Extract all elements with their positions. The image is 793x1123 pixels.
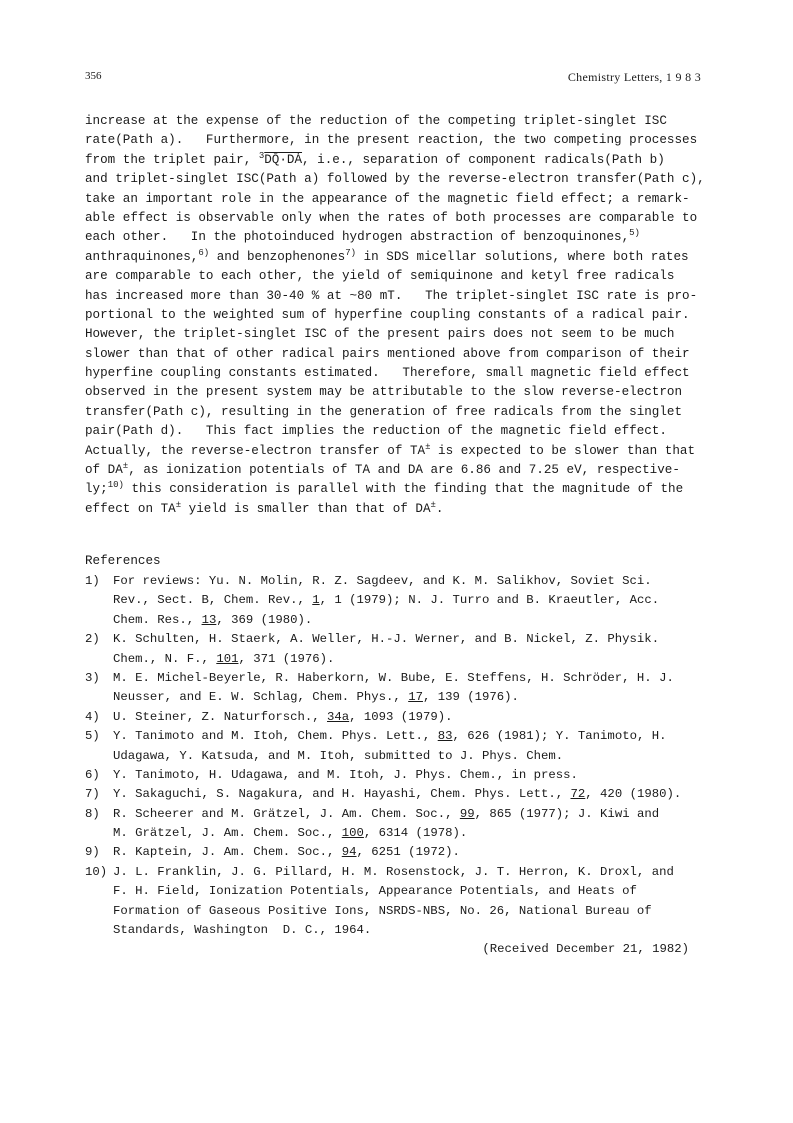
reference-item: 3) M. E. Michel-Beyerle, R. Haberkorn, W. Bube, E. Steffens, H. Schröder, H. J. Neusser, and E. W. Schlag, Chem. Phys., 17, 139 (1976). (85, 670, 674, 705)
reference-item: 10) J. L. Franklin, J. G. Pillard, H. M. Rosenstock, J. T. Herron, K. Droxl, and F. H. Field, Ionization Potentials, Appearance Potentials, and Heats of Formation of Gaseous Positive Ions, NSRDS-NBS, No. 26, National Bureau of Standards, Washington D. C., 1964. (85, 864, 674, 938)
citation: 6) (198, 247, 210, 258)
received-date: (Received December 21, 1982) (482, 942, 689, 956)
text-line: pair(Path d). This fact implies the reduction of the magnetic field effect. (85, 424, 667, 439)
text-line: slower than that of other radical pairs mentioned above from comparison of their (85, 346, 690, 361)
running-head: Chemistry Letters, 1 9 8 3 (567, 70, 701, 84)
text-line: observed in the present system may be attributable to the slow reverse-electron (85, 385, 683, 400)
reference-item: 5) Y. Tanimoto and M. Itoh, Chem. Phys. Lett., 83, 626 (1981); Y. Tanimoto, H. Udagawa, Y. Katsuda, and M. Itoh, submitted to J. Phys. Chem. (85, 729, 667, 763)
text-line: hyperfine coupling constants estimated. Therefore, small magnetic field effect (85, 366, 690, 381)
text-line: effect on TA± yield is smaller than that of DA±. (85, 499, 444, 516)
text-line: transfer(Path c), resulting in the generation of free radicals from the singlet (85, 404, 683, 419)
text-line: ly;$^{10)}$ this consideration is parallel with the finding that the magnitude of the (85, 480, 684, 497)
text-line: able effect is observable only when the rates of both processes are comparable to (85, 210, 698, 225)
citation: 7) (345, 247, 357, 258)
page-number: 356 (85, 70, 102, 82)
reference-item: 7) Y. Sakaguchi, S. Nagakura, and H. Hayashi, Chem. Phys. Lett., 72, 420 (1980). (85, 787, 682, 802)
reference-item: 4) U. Steiner, Z. Naturforsch., 34a, 1093 (1979). (85, 709, 453, 724)
body-text (85, 112, 715, 519)
text-line: are comparable to each other, the yield of semiquinone and ketyl free radicals (85, 269, 675, 284)
text-line: rate(Path a). Furthermore, in the present reaction, the two competing processes (85, 133, 698, 148)
references-heading: References (85, 554, 161, 568)
text-line: and triplet-singlet ISC(Path a) followed by the reverse-electron transfer(Path c), (85, 172, 705, 187)
text-line: increase at the expense of the reduction of the competing triplet-singlet ISC (85, 114, 667, 128)
text-line: each other. In the photoinduced hydrogen abstraction of benzoquinones,$^{5)}$ (85, 228, 640, 245)
reference-item: 2) K. Schulten, H. Staerk, A. Weller, H.-J. Werner, and B. Nickel, Z. Physik. Chem., N. F., 101, 371 (1976). (85, 632, 660, 666)
text-line: from the triplet pair, $^3$DQ̄·DȦ, i.e., separation of component radicals(Path b) (85, 150, 665, 167)
text-line: has increased more than 30-40 % at ~80 mT. The triplet-singlet ISC rate is pro- (85, 288, 698, 303)
text-line: portional to the weighted sum of hyperfine coupling constants of a radical pair. (85, 307, 690, 322)
reference-item: 8) R. Scheerer and M. Grätzel, J. Am. Chem. Soc., 99, 865 (1977); J. Kiwi and M. Grätzel, J. Am. Chem. Soc., 100, 6314 (1978). (85, 806, 660, 841)
citation: 10) (107, 480, 124, 491)
text-line: take an important role in the appearance of the magnetic field effect; a remark- (85, 191, 690, 206)
text-line: Actually, the reverse-electron transfer of TA± is expected to be slower than that (85, 441, 696, 458)
text-line: However, the triplet-singlet ISC of the present pairs does not seem to be much (85, 327, 675, 342)
reference-item: 6) Y. Tanimoto, H. Udagawa, and M. Itoh, J. Phys. Chem., in press. (85, 767, 578, 782)
citation: 5) (629, 228, 640, 239)
text-line: of DA±, as ionization potentials of TA and DA are 6.86 and 7.25 eV, respective- (85, 461, 680, 478)
reference-item: 9) R. Kaptein, J. Am. Chem. Soc., 94, 6251 (1972). (85, 845, 460, 860)
text-line: anthraquinones,$^{6)}$ and benzophenones$^{7)}$ in SDS micellar solutions, where both rates (85, 247, 689, 264)
reference-list (85, 572, 715, 940)
reference-item: 1) For reviews: Yu. N. Molin, R. Z. Sagdeev, and K. M. Salikhov, Soviet Sci. Rev., Sect. B, Chem. Rev., 1, 1 (1979); N. J. Turro and B. Kraeutler, Acc. Chem. Res., 13, 369 (1980). (85, 574, 660, 627)
triplet-pair-notation: DQ̄·DȦ (264, 152, 303, 167)
